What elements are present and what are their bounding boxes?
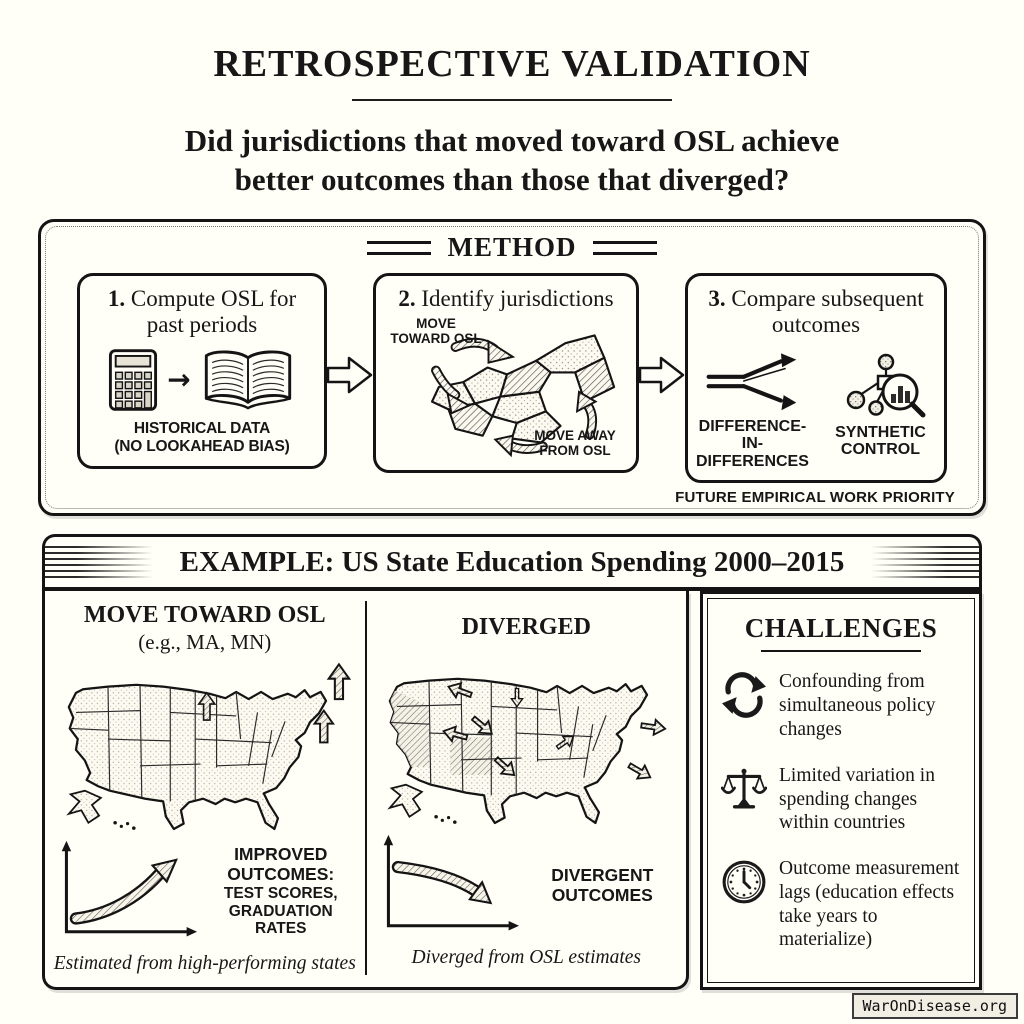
challenges-inner: [707, 598, 975, 982]
open-book-icon: [200, 348, 296, 412]
trend-up-graph: [51, 839, 203, 945]
us-map-diverged: [374, 653, 678, 831]
method-steps: [53, 273, 971, 483]
synthetic-control: SYNTHETIC CONTROL: [825, 350, 936, 471]
method-footnote: FUTURE EMPIRICAL WORK PRIORITY: [675, 489, 955, 507]
cycle-arrows-icon: [721, 670, 767, 718]
method-step-1: [77, 273, 327, 469]
hatch-decoration-left: [45, 546, 153, 578]
page-title: RETROSPECTIVE VALIDATION: [213, 43, 811, 85]
example-maps-box: [42, 591, 689, 989]
diverged-panel: [367, 595, 687, 976]
challenges-divider: [761, 650, 921, 652]
arrow-right-icon: →: [167, 363, 191, 397]
method-title: METHOD: [447, 232, 577, 263]
challenge-item-lags: Outcome measurement lags (education effects take years to materialize): [721, 857, 961, 952]
calculator-icon: [108, 348, 158, 412]
diverged-panel-title: DIVERGED: [461, 614, 591, 641]
challenges-box: [700, 591, 982, 989]
trend-down-graph: [373, 833, 525, 939]
diverged-outcome-row: [373, 833, 681, 939]
hatch-decoration-right: [871, 546, 979, 578]
double-rule-right: [593, 241, 657, 255]
method-header: [53, 232, 971, 263]
us-map-toward: [53, 659, 357, 837]
example-section: [42, 534, 982, 989]
example-body: [42, 591, 982, 989]
synthetic-control-icon: [834, 350, 926, 420]
step-1-icons: [88, 348, 316, 412]
flow-arrow-icon: [327, 355, 373, 395]
flow-arrow-icon: [639, 355, 685, 395]
double-rule-left: [367, 241, 431, 255]
step-2-title: 2. Identify jurisdictions: [398, 286, 614, 312]
diverging-lines-icon: [702, 350, 802, 414]
challenge-item-confounding: Confounding from simultaneous policy changes: [721, 670, 961, 741]
challenges-title: CHALLENGES: [744, 613, 938, 644]
method-step-3: [685, 273, 947, 483]
difference-in-differences: DIFFERENCE-IN-DIFFERENCES: [696, 350, 809, 471]
clock-icon: [721, 857, 767, 905]
diverged-panel-caption: Diverged from OSL estimates: [411, 946, 641, 968]
toward-panel-caption: Estimated from high-performing states: [53, 952, 356, 974]
step-1-caption: HISTORICAL DATA (NO LOOKAHEAD BIAS): [114, 419, 290, 455]
toward-panel-subtitle: (e.g., MA, MN): [138, 629, 272, 654]
toward-panel-title: MOVE TOWARD OSL: [83, 602, 326, 629]
step-3-icons: [696, 350, 936, 471]
move-away-from-osl-label: MOVE AWAY FROM OSL: [534, 427, 616, 458]
challenge-item-variation: Limited variation in spending changes within countries: [721, 764, 961, 835]
move-toward-osl-label: MOVE TOWARD OSL: [390, 315, 482, 346]
example-header: [42, 534, 982, 591]
step-3-title: 3. Compare subsequent outcomes: [708, 286, 924, 337]
divergent-outcomes-label: DIVERGENT OUTCOMES: [551, 864, 654, 905]
title-divider: [352, 99, 672, 101]
question-line-2: better outcomes than those that diverged?: [234, 162, 790, 198]
watermark: WarOnDisease.org: [852, 993, 1019, 1019]
method-section: [38, 219, 986, 516]
method-step-2: [373, 273, 639, 473]
question-line-1: Did jurisdictions that moved toward OSL achieve: [184, 123, 840, 158]
example-title: EXAMPLE: US State Education Spending 2000–2015: [179, 545, 845, 578]
toward-outcome-row: [51, 839, 359, 945]
research-question: [0, 121, 1024, 199]
improved-outcomes-label: IMPROVED OUTCOMES: TEST SCORES, GRADUATION RATES: [223, 844, 338, 938]
balance-scale-icon: [721, 764, 767, 812]
header: [0, 0, 1024, 199]
step-1-title: 1. Compute OSL for past periods: [107, 286, 297, 337]
jurisdiction-map: [384, 314, 628, 460]
move-toward-osl-panel: [45, 595, 365, 976]
